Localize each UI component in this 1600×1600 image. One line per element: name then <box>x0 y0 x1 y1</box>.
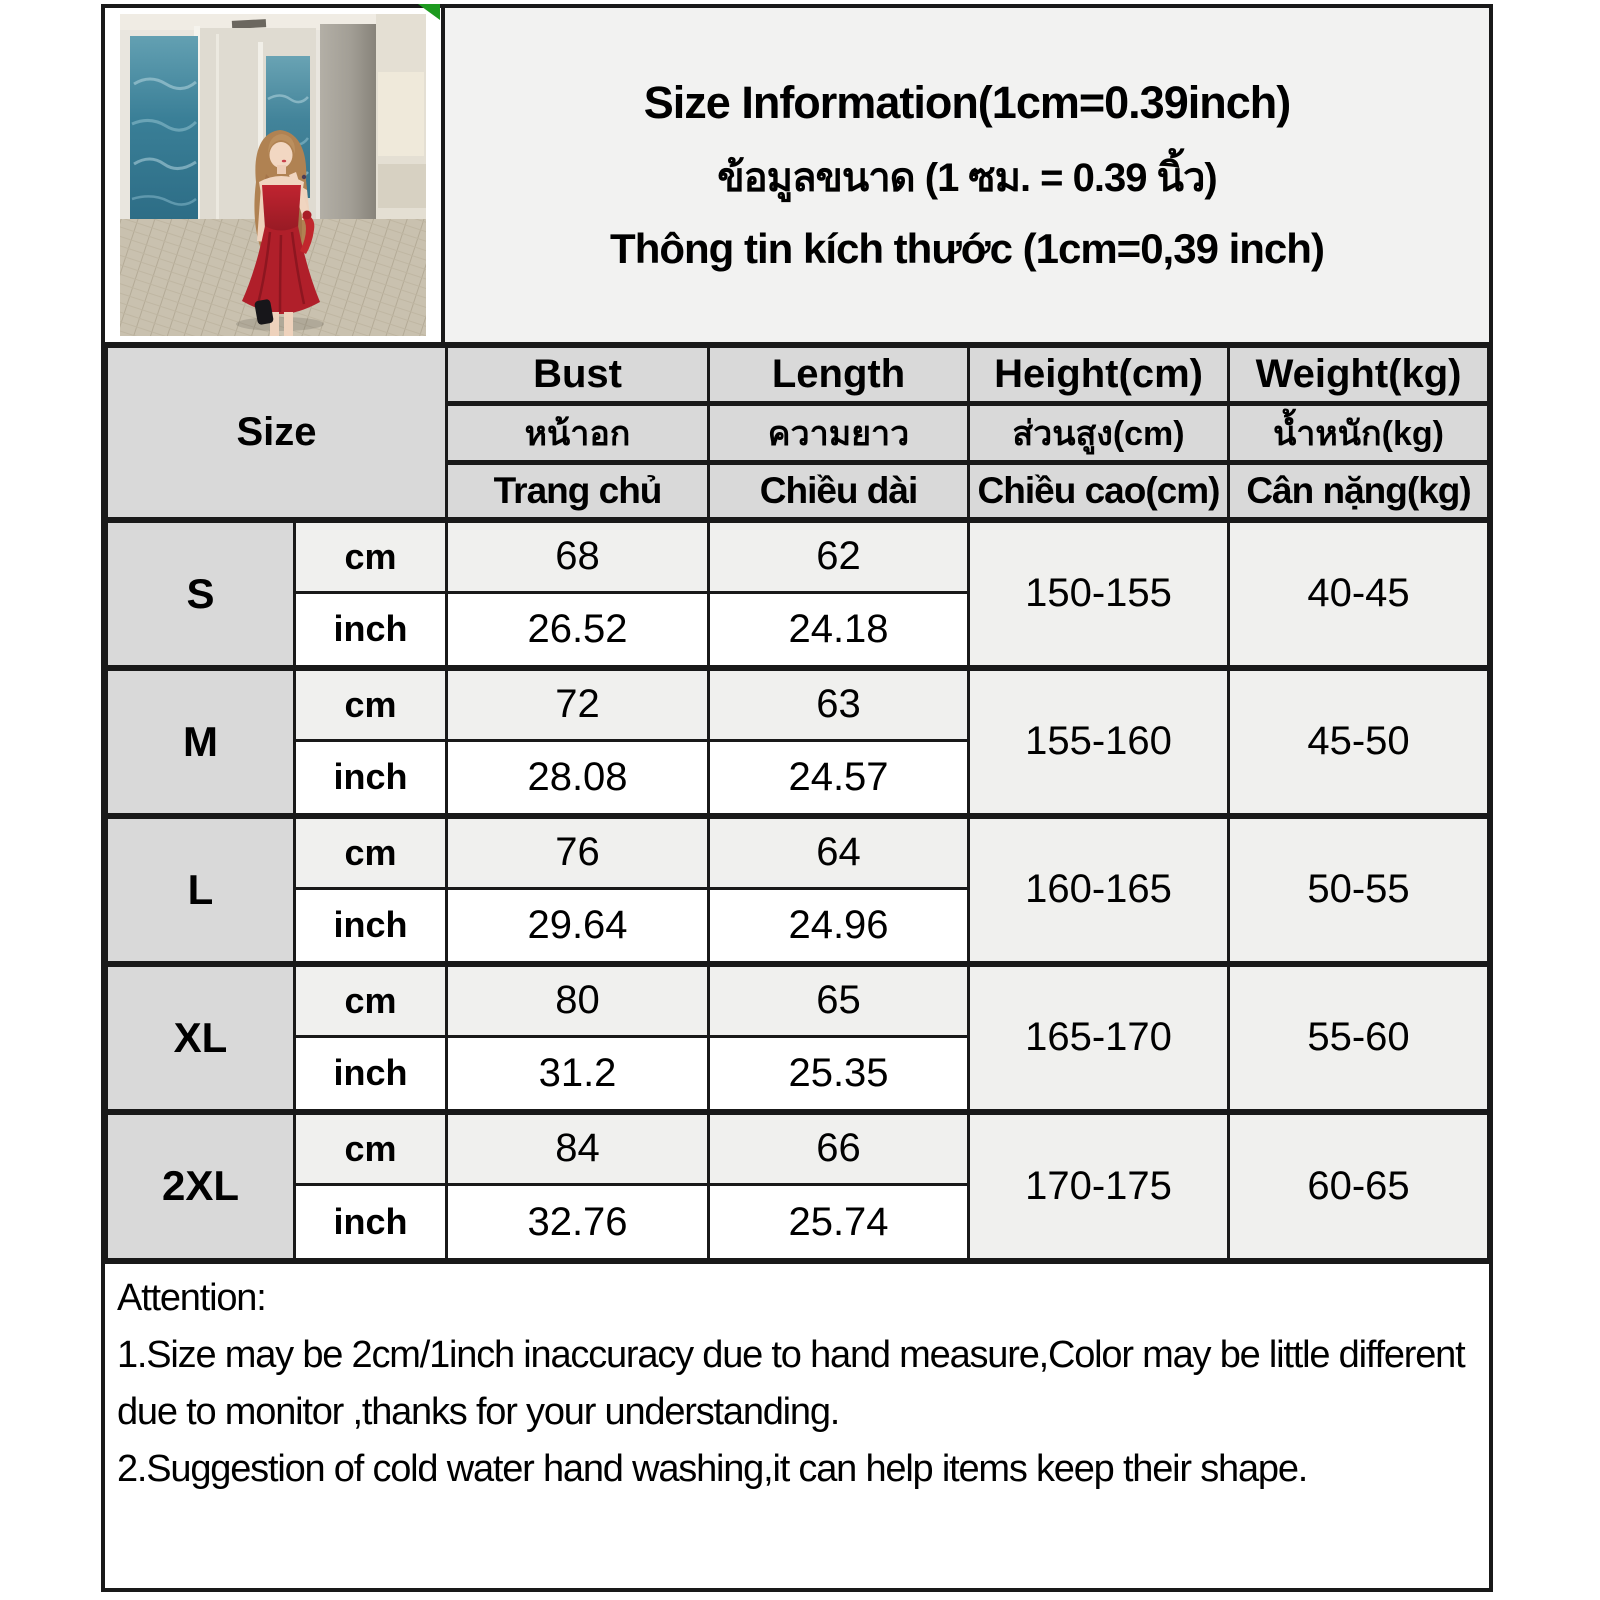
unit-cm: cm <box>295 668 447 741</box>
cell-m-height: 155-160 <box>969 668 1229 816</box>
title-block <box>445 8 1489 342</box>
cell-l-bust-cm: 76 <box>447 816 709 889</box>
cell-l-length-inch: 24.96 <box>709 889 969 964</box>
attention-note-1: 1.Size may be 2cm/1inch inaccuracy due to hand measure,Color may be little different due to monitor ,thanks for your understanding. <box>117 1334 1465 1433</box>
unit-inch: inch <box>295 889 447 964</box>
row-m-cm <box>107 668 1489 741</box>
row-s-cm <box>107 520 1489 593</box>
row-2xl-cm <box>107 1112 1489 1185</box>
cell-2xl-weight: 60-65 <box>1229 1112 1489 1260</box>
cell-s-bust-inch: 26.52 <box>447 593 709 668</box>
green-corner-marker <box>418 4 440 20</box>
cell-xl-bust-inch: 31.2 <box>447 1037 709 1112</box>
size-label-2xl: 2XL <box>107 1112 295 1260</box>
cell-s-height: 150-155 <box>969 520 1229 668</box>
header-length-th: ความยาว <box>709 404 969 463</box>
header-height-vi: Chiều cao(cm) <box>969 463 1229 520</box>
cell-m-length-inch: 24.57 <box>709 741 969 816</box>
unit-inch: inch <box>295 1185 447 1260</box>
attention-note-2: 2.Suggestion of cold water hand washing,it can help items keep their shape. <box>117 1448 1308 1490</box>
cell-2xl-length-inch: 25.74 <box>709 1185 969 1260</box>
cell-2xl-length-cm: 66 <box>709 1112 969 1185</box>
row-l-cm <box>107 816 1489 889</box>
size-chart-sheet <box>101 4 1493 1592</box>
unit-cm: cm <box>295 816 447 889</box>
cell-xl-weight: 55-60 <box>1229 964 1489 1112</box>
header-bust-en: Bust <box>447 347 709 404</box>
row-xl-cm <box>107 964 1489 1037</box>
title-english: Size Information(1cm=0.39inch) <box>643 77 1291 128</box>
unit-inch: inch <box>295 593 447 668</box>
header-height-en: Height(cm) <box>969 347 1229 404</box>
size-label-s: S <box>107 520 295 668</box>
cell-l-height: 160-165 <box>969 816 1229 964</box>
size-header: Size <box>107 347 447 520</box>
header-weight-vi: Cân nặng(kg) <box>1229 463 1489 520</box>
cell-2xl-height: 170-175 <box>969 1112 1229 1260</box>
unit-inch: inch <box>295 741 447 816</box>
cell-s-bust-cm: 68 <box>447 520 709 593</box>
cell-s-length-inch: 24.18 <box>709 593 969 668</box>
header-bust-vi: Trang chủ <box>447 463 709 520</box>
cell-m-bust-inch: 28.08 <box>447 741 709 816</box>
unit-cm: cm <box>295 964 447 1037</box>
header-weight-th: น้ำหนัก(kg) <box>1229 404 1489 463</box>
cell-l-length-cm: 64 <box>709 816 969 889</box>
title-vietnamese: Thông tin kích thước (1cm=0,39 inch) <box>610 225 1324 272</box>
title-thai: ข้อมูลขนาด (1 ซม. = 0.39 นิ้ว) <box>717 156 1217 200</box>
cell-xl-height: 165-170 <box>969 964 1229 1112</box>
product-photo-cell <box>105 8 445 342</box>
cell-xl-length-inch: 25.35 <box>709 1037 969 1112</box>
unit-cm: cm <box>295 520 447 593</box>
header-weight-en: Weight(kg) <box>1229 347 1489 404</box>
attention-section <box>105 1261 1489 1588</box>
size-table <box>105 345 1490 1261</box>
product-photo <box>117 14 429 336</box>
cell-m-bust-cm: 72 <box>447 668 709 741</box>
cell-xl-length-cm: 65 <box>709 964 969 1037</box>
header-length-en: Length <box>709 347 969 404</box>
header-height-th: ส่วนสูง(cm) <box>969 404 1229 463</box>
cell-s-length-cm: 62 <box>709 520 969 593</box>
cell-m-weight: 45-50 <box>1229 668 1489 816</box>
attention-heading: Attention: <box>117 1277 266 1319</box>
cell-m-length-cm: 63 <box>709 668 969 741</box>
top-section <box>105 8 1489 345</box>
cell-2xl-bust-inch: 32.76 <box>447 1185 709 1260</box>
size-label-m: M <box>107 668 295 816</box>
cell-s-weight: 40-45 <box>1229 520 1489 668</box>
size-label-xl: XL <box>107 964 295 1112</box>
unit-inch: inch <box>295 1037 447 1112</box>
header-bust-th: หน้าอก <box>447 404 709 463</box>
cell-l-bust-inch: 29.64 <box>447 889 709 964</box>
cell-xl-bust-cm: 80 <box>447 964 709 1037</box>
cell-l-weight: 50-55 <box>1229 816 1489 964</box>
header-length-vi: Chiều dài <box>709 463 969 520</box>
header-row-english <box>107 347 1489 404</box>
unit-cm: cm <box>295 1112 447 1185</box>
concrete-column <box>320 24 376 238</box>
cell-2xl-bust-cm: 84 <box>447 1112 709 1185</box>
size-label-l: L <box>107 816 295 964</box>
